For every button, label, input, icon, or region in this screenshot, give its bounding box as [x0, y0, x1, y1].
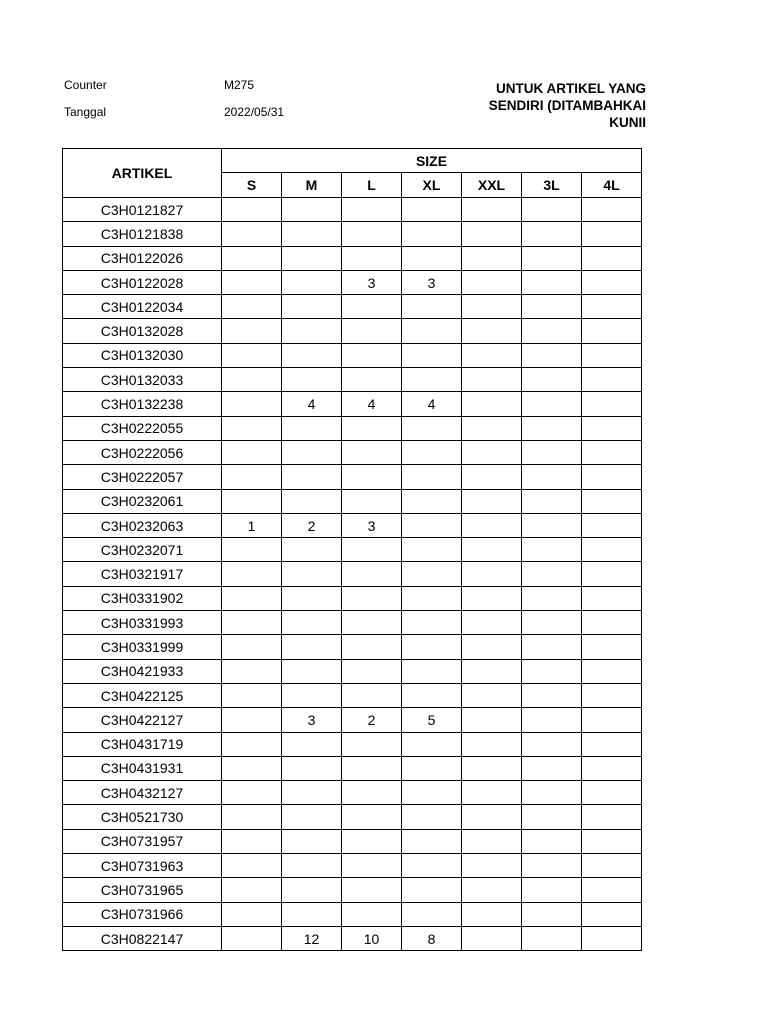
qty-cell-4l	[582, 198, 642, 222]
qty-cell-xl	[402, 562, 462, 586]
qty-cell-m	[282, 295, 342, 319]
qty-cell-m: 4	[282, 392, 342, 416]
qty-cell-l	[342, 854, 402, 878]
qty-cell-4l	[582, 489, 642, 513]
qty-cell-xl	[402, 343, 462, 367]
qty-cell-xl	[402, 611, 462, 635]
qty-cell-xl	[402, 683, 462, 707]
qty-cell-s	[222, 465, 282, 489]
qty-cell-3l	[522, 878, 582, 902]
artikel-cell: C3H0132033	[63, 368, 222, 392]
qty-cell-3l	[522, 926, 582, 950]
qty-cell-s	[222, 343, 282, 367]
qty-cell-m	[282, 635, 342, 659]
qty-cell-l	[342, 756, 402, 780]
qty-cell-xl	[402, 319, 462, 343]
qty-cell-s	[222, 926, 282, 950]
qty-cell-3l	[522, 683, 582, 707]
qty-cell-xl	[402, 659, 462, 683]
qty-cell-m	[282, 829, 342, 853]
qty-cell-xxl	[462, 489, 522, 513]
qty-cell-xl	[402, 878, 462, 902]
artikel-cell: C3H0232061	[63, 489, 222, 513]
qty-cell-3l	[522, 562, 582, 586]
qty-cell-4l	[582, 902, 642, 926]
qty-cell-3l	[522, 392, 582, 416]
table-row	[63, 708, 642, 732]
qty-cell-4l	[582, 708, 642, 732]
artikel-cell: C3H0421933	[63, 659, 222, 683]
table-row	[63, 781, 642, 805]
qty-cell-4l	[582, 319, 642, 343]
artikel-cell: C3H0122026	[63, 246, 222, 270]
qty-cell-xl	[402, 854, 462, 878]
qty-cell-4l	[582, 440, 642, 464]
artikel-cell: C3H0822147	[63, 926, 222, 950]
table-row	[63, 416, 642, 440]
qty-cell-3l	[522, 611, 582, 635]
qty-cell-3l	[522, 829, 582, 853]
qty-cell-xxl	[462, 513, 522, 537]
qty-cell-4l	[582, 368, 642, 392]
table-row	[63, 732, 642, 756]
qty-cell-3l	[522, 902, 582, 926]
qty-cell-l: 2	[342, 708, 402, 732]
qty-cell-4l	[582, 659, 642, 683]
qty-cell-4l	[582, 538, 642, 562]
table-row	[63, 902, 642, 926]
table-row	[63, 562, 642, 586]
table-row	[63, 611, 642, 635]
qty-cell-xxl	[462, 538, 522, 562]
qty-cell-3l	[522, 222, 582, 246]
note-line-2: SENDIRI (DITAMBAHKAI	[488, 98, 646, 113]
qty-cell-m	[282, 368, 342, 392]
qty-cell-s	[222, 295, 282, 319]
qty-cell-s	[222, 319, 282, 343]
note-line-1: UNTUK ARTIKEL YANG	[495, 81, 646, 96]
qty-cell-3l	[522, 854, 582, 878]
qty-cell-xxl	[462, 562, 522, 586]
qty-cell-4l	[582, 732, 642, 756]
qty-cell-s	[222, 805, 282, 829]
table-row	[63, 295, 642, 319]
qty-cell-4l	[582, 343, 642, 367]
qty-cell-m	[282, 489, 342, 513]
qty-cell-s	[222, 198, 282, 222]
qty-cell-xxl	[462, 295, 522, 319]
qty-cell-xxl	[462, 343, 522, 367]
table-row	[63, 829, 642, 853]
qty-cell-s	[222, 659, 282, 683]
table-row	[63, 659, 642, 683]
qty-cell-3l	[522, 416, 582, 440]
qty-cell-m	[282, 586, 342, 610]
qty-cell-3l	[522, 295, 582, 319]
table-row	[63, 465, 642, 489]
qty-cell-xxl	[462, 611, 522, 635]
artikel-cell: C3H0321917	[63, 562, 222, 586]
artikel-cell: C3H0731965	[63, 878, 222, 902]
qty-cell-4l	[582, 878, 642, 902]
qty-cell-l: 3	[342, 270, 402, 294]
artikel-cell: C3H0731957	[63, 829, 222, 853]
qty-cell-4l	[582, 781, 642, 805]
qty-cell-s	[222, 246, 282, 270]
qty-cell-3l	[522, 198, 582, 222]
qty-cell-3l	[522, 732, 582, 756]
qty-cell-m: 2	[282, 513, 342, 537]
size-header-s: S	[222, 173, 282, 198]
qty-cell-m: 12	[282, 926, 342, 950]
artikel-cell: C3H0122034	[63, 295, 222, 319]
qty-cell-s	[222, 222, 282, 246]
qty-cell-m	[282, 781, 342, 805]
table-row	[63, 683, 642, 707]
qty-cell-xxl	[462, 586, 522, 610]
qty-cell-xl	[402, 538, 462, 562]
qty-cell-4l	[582, 513, 642, 537]
table-row	[63, 538, 642, 562]
table-row	[63, 756, 642, 780]
table-row	[63, 198, 642, 222]
table-row	[63, 854, 642, 878]
qty-cell-m	[282, 659, 342, 683]
qty-cell-3l	[522, 440, 582, 464]
qty-cell-xl	[402, 635, 462, 659]
qty-cell-3l	[522, 805, 582, 829]
qty-cell-m	[282, 440, 342, 464]
qty-cell-4l	[582, 926, 642, 950]
qty-cell-3l	[522, 343, 582, 367]
qty-cell-xxl	[462, 392, 522, 416]
qty-cell-s	[222, 440, 282, 464]
qty-cell-l	[342, 732, 402, 756]
qty-cell-xxl	[462, 368, 522, 392]
artikel-cell: C3H0422127	[63, 708, 222, 732]
qty-cell-xxl	[462, 854, 522, 878]
qty-cell-4l	[582, 805, 642, 829]
tanggal-value: 2022/05/31	[224, 105, 285, 119]
qty-cell-3l	[522, 513, 582, 537]
artikel-cell: C3H0432127	[63, 781, 222, 805]
qty-cell-m	[282, 222, 342, 246]
artikel-cell: C3H0331999	[63, 635, 222, 659]
qty-cell-m	[282, 902, 342, 926]
qty-cell-3l	[522, 270, 582, 294]
qty-cell-xl	[402, 198, 462, 222]
qty-cell-xl: 5	[402, 708, 462, 732]
qty-cell-s	[222, 611, 282, 635]
table-row	[63, 635, 642, 659]
artikel-cell: C3H0121827	[63, 198, 222, 222]
qty-cell-s	[222, 829, 282, 853]
counter-value: M275	[224, 78, 255, 92]
qty-cell-xl	[402, 732, 462, 756]
table-row	[63, 368, 642, 392]
qty-cell-s	[222, 635, 282, 659]
artikel-cell: C3H0222055	[63, 416, 222, 440]
instruction-note	[420, 80, 646, 140]
qty-cell-xxl	[462, 878, 522, 902]
qty-cell-xxl	[462, 198, 522, 222]
table-row	[63, 513, 642, 537]
qty-cell-l	[342, 562, 402, 586]
qty-cell-l	[342, 659, 402, 683]
qty-cell-xl	[402, 489, 462, 513]
qty-cell-xl	[402, 416, 462, 440]
table-row	[63, 489, 642, 513]
qty-cell-3l	[522, 368, 582, 392]
qty-cell-xl	[402, 513, 462, 537]
qty-cell-l: 3	[342, 513, 402, 537]
qty-cell-l	[342, 246, 402, 270]
qty-cell-l	[342, 198, 402, 222]
qty-cell-l	[342, 343, 402, 367]
qty-cell-4l	[582, 392, 642, 416]
qty-cell-xxl	[462, 756, 522, 780]
artikel-cell: C3H0122028	[63, 270, 222, 294]
qty-cell-xl	[402, 756, 462, 780]
qty-cell-4l	[582, 854, 642, 878]
qty-cell-xxl	[462, 319, 522, 343]
artikel-cell: C3H0222057	[63, 465, 222, 489]
artikel-cell: C3H0431719	[63, 732, 222, 756]
artikel-cell: C3H0222056	[63, 440, 222, 464]
qty-cell-s	[222, 562, 282, 586]
qty-cell-4l	[582, 611, 642, 635]
note-line-3: KUNII	[609, 115, 646, 130]
qty-cell-m	[282, 538, 342, 562]
qty-cell-xxl	[462, 659, 522, 683]
table-row	[63, 222, 642, 246]
artikel-cell: C3H0422125	[63, 683, 222, 707]
qty-cell-s	[222, 708, 282, 732]
table-row	[63, 926, 642, 950]
artikel-cell: C3H0132028	[63, 319, 222, 343]
qty-cell-3l	[522, 586, 582, 610]
qty-cell-s	[222, 489, 282, 513]
table-row	[63, 343, 642, 367]
qty-cell-4l	[582, 295, 642, 319]
qty-cell-m	[282, 343, 342, 367]
size-header-l: L	[342, 173, 402, 198]
qty-cell-xl: 4	[402, 392, 462, 416]
qty-cell-xxl	[462, 781, 522, 805]
qty-cell-xl	[402, 222, 462, 246]
artikel-cell: C3H0232063	[63, 513, 222, 537]
qty-cell-m	[282, 854, 342, 878]
table-row	[63, 878, 642, 902]
qty-cell-l	[342, 489, 402, 513]
qty-cell-xl	[402, 246, 462, 270]
qty-cell-m	[282, 683, 342, 707]
counter-label: Counter	[64, 78, 107, 92]
qty-cell-4l	[582, 562, 642, 586]
qty-cell-s	[222, 902, 282, 926]
qty-cell-l	[342, 635, 402, 659]
qty-cell-xxl	[462, 222, 522, 246]
qty-cell-s	[222, 878, 282, 902]
qty-cell-l: 10	[342, 926, 402, 950]
qty-cell-l	[342, 222, 402, 246]
qty-cell-m	[282, 562, 342, 586]
qty-cell-l	[342, 683, 402, 707]
artikel-cell: C3H0731966	[63, 902, 222, 926]
order-table	[62, 148, 642, 951]
qty-cell-s	[222, 683, 282, 707]
qty-cell-3l	[522, 538, 582, 562]
qty-cell-l	[342, 368, 402, 392]
qty-cell-3l	[522, 781, 582, 805]
qty-cell-3l	[522, 319, 582, 343]
qty-cell-xl	[402, 902, 462, 926]
qty-cell-xxl	[462, 926, 522, 950]
qty-cell-xxl	[462, 829, 522, 853]
artikel-cell: C3H0331902	[63, 586, 222, 610]
size-header-m: M	[282, 173, 342, 198]
qty-cell-xl	[402, 781, 462, 805]
qty-cell-xl	[402, 805, 462, 829]
qty-cell-xxl	[462, 246, 522, 270]
qty-cell-m	[282, 270, 342, 294]
artikel-cell: C3H0521730	[63, 805, 222, 829]
qty-cell-s	[222, 416, 282, 440]
artikel-cell: C3H0121838	[63, 222, 222, 246]
qty-cell-3l	[522, 489, 582, 513]
qty-cell-l	[342, 586, 402, 610]
artikel-cell: C3H0132238	[63, 392, 222, 416]
size-header: SIZE	[222, 149, 642, 173]
artikel-cell: C3H0331993	[63, 611, 222, 635]
qty-cell-m	[282, 198, 342, 222]
qty-cell-m	[282, 611, 342, 635]
qty-cell-xxl	[462, 635, 522, 659]
artikel-header: ARTIKEL	[63, 149, 222, 198]
table-row	[63, 392, 642, 416]
qty-cell-4l	[582, 586, 642, 610]
qty-cell-3l	[522, 708, 582, 732]
artikel-cell: C3H0232071	[63, 538, 222, 562]
qty-cell-l	[342, 538, 402, 562]
qty-cell-xxl	[462, 416, 522, 440]
qty-cell-s	[222, 368, 282, 392]
qty-cell-4l	[582, 222, 642, 246]
qty-cell-l	[342, 295, 402, 319]
qty-cell-xxl	[462, 683, 522, 707]
qty-cell-s	[222, 586, 282, 610]
page-edge-mask	[646, 140, 768, 970]
qty-cell-s: 1	[222, 513, 282, 537]
table-row	[63, 270, 642, 294]
qty-cell-s	[222, 781, 282, 805]
qty-cell-s	[222, 756, 282, 780]
qty-cell-4l	[582, 465, 642, 489]
qty-cell-xxl	[462, 805, 522, 829]
qty-cell-xxl	[462, 708, 522, 732]
table-row	[63, 319, 642, 343]
qty-cell-3l	[522, 659, 582, 683]
qty-cell-xl	[402, 440, 462, 464]
qty-cell-l	[342, 319, 402, 343]
qty-cell-l	[342, 805, 402, 829]
qty-cell-3l	[522, 246, 582, 270]
qty-cell-s	[222, 392, 282, 416]
qty-cell-4l	[582, 829, 642, 853]
qty-cell-s	[222, 732, 282, 756]
qty-cell-l	[342, 416, 402, 440]
artikel-cell: C3H0731963	[63, 854, 222, 878]
qty-cell-m	[282, 878, 342, 902]
table-row	[63, 440, 642, 464]
qty-cell-3l	[522, 465, 582, 489]
qty-cell-xl	[402, 295, 462, 319]
qty-cell-l	[342, 781, 402, 805]
size-header-4l: 4L	[582, 173, 642, 198]
qty-cell-4l	[582, 756, 642, 780]
qty-cell-m	[282, 416, 342, 440]
qty-cell-m	[282, 319, 342, 343]
artikel-cell: C3H0132030	[63, 343, 222, 367]
qty-cell-s	[222, 270, 282, 294]
size-header-3l: 3L	[522, 173, 582, 198]
tanggal-label: Tanggal	[64, 105, 107, 119]
qty-cell-xl	[402, 829, 462, 853]
qty-cell-xxl	[462, 440, 522, 464]
table-row	[63, 246, 642, 270]
qty-cell-xxl	[462, 732, 522, 756]
table-row	[63, 805, 642, 829]
qty-cell-xl	[402, 586, 462, 610]
qty-cell-xl: 8	[402, 926, 462, 950]
qty-cell-l	[342, 902, 402, 926]
qty-cell-m	[282, 246, 342, 270]
table-body	[63, 198, 642, 951]
qty-cell-s	[222, 854, 282, 878]
qty-cell-xxl	[462, 902, 522, 926]
qty-cell-s	[222, 538, 282, 562]
qty-cell-l: 4	[342, 392, 402, 416]
qty-cell-xl	[402, 465, 462, 489]
qty-cell-4l	[582, 246, 642, 270]
qty-cell-m	[282, 805, 342, 829]
artikel-cell: C3H0431931	[63, 756, 222, 780]
qty-cell-4l	[582, 683, 642, 707]
qty-cell-m	[282, 732, 342, 756]
qty-cell-xl	[402, 368, 462, 392]
qty-cell-m: 3	[282, 708, 342, 732]
qty-cell-l	[342, 611, 402, 635]
qty-cell-xxl	[462, 270, 522, 294]
qty-cell-4l	[582, 416, 642, 440]
qty-cell-3l	[522, 756, 582, 780]
qty-cell-xxl	[462, 465, 522, 489]
size-header-xl: XL	[402, 173, 462, 198]
qty-cell-m	[282, 756, 342, 780]
qty-cell-4l	[582, 635, 642, 659]
qty-cell-xl: 3	[402, 270, 462, 294]
qty-cell-l	[342, 878, 402, 902]
qty-cell-l	[342, 829, 402, 853]
qty-cell-l	[342, 440, 402, 464]
size-header-xxl: XXL	[462, 173, 522, 198]
qty-cell-4l	[582, 270, 642, 294]
qty-cell-3l	[522, 635, 582, 659]
table-row	[63, 586, 642, 610]
qty-cell-m	[282, 465, 342, 489]
qty-cell-l	[342, 465, 402, 489]
